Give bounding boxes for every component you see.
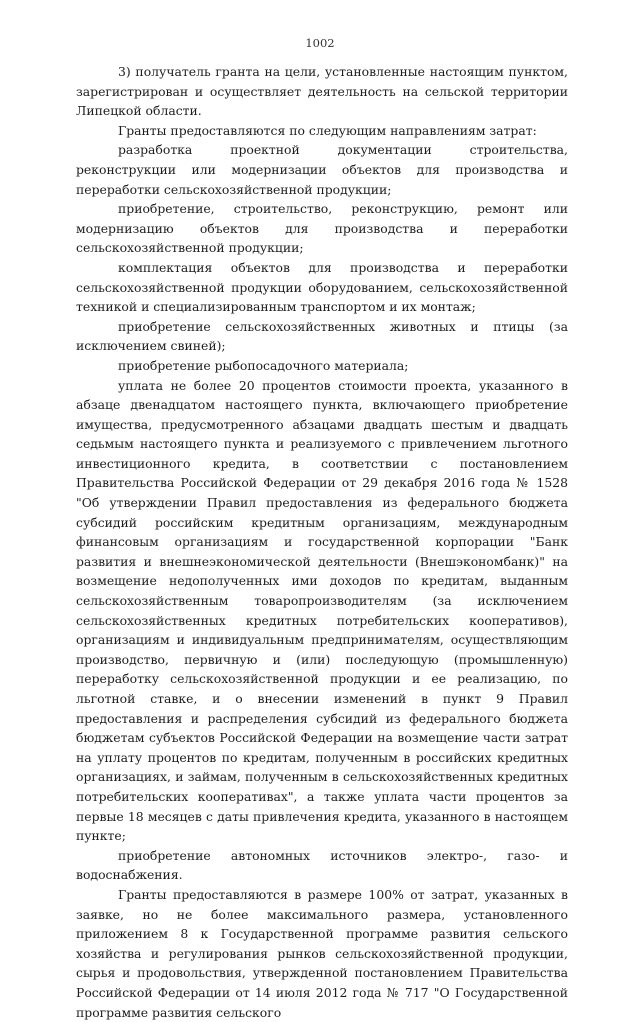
paragraph-grant-directions-intro: Гранты предоставляются по следующим направлениям затрат: (118, 122, 537, 138)
paragraph-grant-size: Гранты предоставляются в размере 100% от затрат, указанных в заявке, но не более максимального размера, установленного приложением 8 к Государственной программе развития сельского хозяйства и регулирования рынков сельскохозяйственной продукции, сырья и продовольствия, утвержденной постановлением Правительства Российской Федерации от 14 июля 2012 года № 717 "О Государственной программе развития сельского (76, 886, 568, 1020)
list-item-design-documentation: разработка проектной документации строительства, реконструкции или модернизации объектов для производства и переработки сельскохозяйственной продукции; (76, 142, 568, 197)
page-number: 1002 (305, 36, 335, 50)
list-item-autonomous-sources: приобретение автономных источников электро-, газо- и водоснабжения. (76, 847, 568, 883)
list-item-equipment: комплектация объектов для производства и переработки сельскохозяйственной продукции оборудованием, сельскохозяйственной техникой и специализированным транспортом и их монтаж; (76, 259, 568, 315)
list-item-fish-stock: приобретение рыбопосадочного материала; (118, 357, 409, 373)
list-item-construction: приобретение, строительство, реконструкцию, ремонт или модернизацию объектов для производства и переработки сельскохозяйственной продукции; (76, 201, 568, 256)
document-body (76, 62, 568, 1022)
list-item-payment: уплата не более 20 процентов стоимости проекта, указанного в абзаце двенадцатом настоящего пункта, включающего приобретение имущества, предусмотренного абзацами двадцать шестым и двадцать седьмым настоящего пункта и реализуемого с привлечением льготного инвестиционного кредита, в соответствии с постановлением Правительства Российской Федерации от 29 декабря 2016 года № 1528 "Об утверждении Правил предоставления из федерального бюджета субсидий российским кредитным организациям, международным финансовым организациям и государственной корпорации "Банк развития и внешнеэкономической деятельности (Внешэкономбанк)" на возмещение недополученных ими доходов по кредитам, выданным сельскохозяйственным товаропроизводителям (за исключением сельскохозяйственных кредитных потребительских кооперативов), организациям и индивидуальным предпринимателям, осуществляющим производство, первичную и (или) последующую (промышленную) переработку сельскохозяйственной продукции и ее реализацию, по льготной ставке, и о внесении изменений в пункт 9 Правил предоставления и распределения субсидий из федерального бюджета бюджетам субъектов Российской Федерации на возмещение части затрат на уплату процентов по кредитам, полученным в российских кредитных организациях, и займам, полученным в сельскохозяйственных кредитных потребительских кооперативах", а также уплата части процентов за первые 18 месяцев с даты привлечения кредита, указанного в настоящем пункте; (76, 377, 568, 844)
list-item-livestock: приобретение сельскохозяйственных животных и птицы (за исключением свиней); (76, 318, 568, 354)
paragraph-recipient-condition: 3) получатель гранта на цели, установленные настоящим пунктом, зарегистрирован и осуществляет деятельность на сельской территории Липецкой области. (76, 64, 568, 119)
